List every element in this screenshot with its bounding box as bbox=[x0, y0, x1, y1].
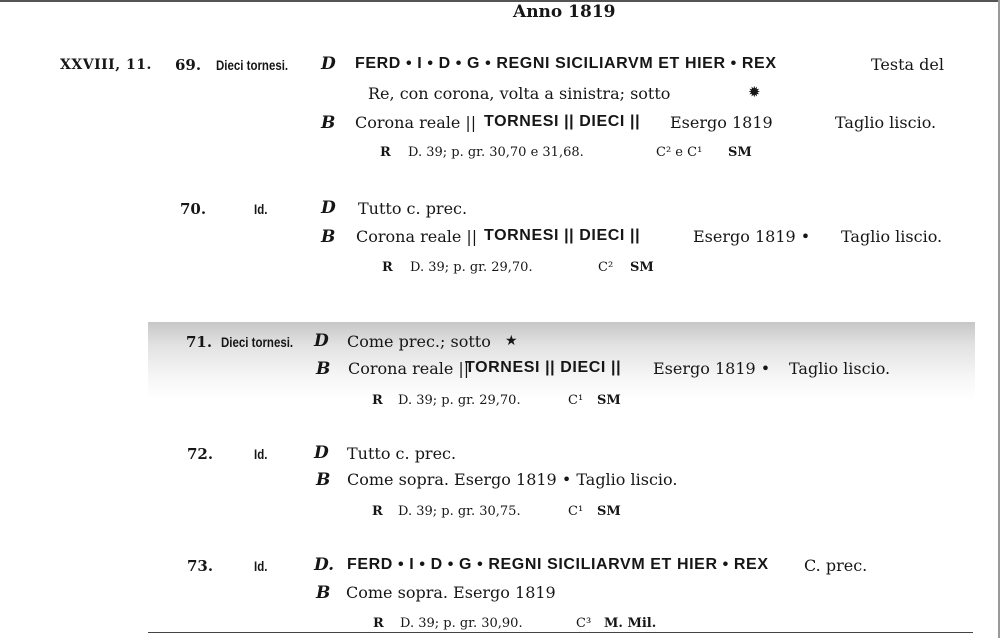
denomination: Id. bbox=[254, 558, 268, 574]
obverse-text: Tutto c. prec. bbox=[358, 199, 468, 218]
obverse-description: C. prec. bbox=[804, 556, 868, 575]
obverse-text: Tutto c. prec. bbox=[347, 444, 457, 463]
denomination: Dieci tornesi. bbox=[221, 334, 294, 350]
reverse-text: Corona reale || bbox=[356, 227, 478, 246]
reverse-symbol: B bbox=[321, 113, 336, 133]
exergue: Esergo 1819 • bbox=[653, 359, 771, 378]
entry-number: 73. bbox=[187, 557, 214, 575]
rarity: R bbox=[382, 260, 393, 275]
entry-number: 69. bbox=[175, 56, 202, 74]
obverse-text: Come prec.; sotto bbox=[347, 332, 491, 351]
top-rule bbox=[0, 0, 1000, 2]
entry-number: 70. bbox=[180, 200, 207, 218]
collection: SM bbox=[597, 393, 621, 408]
denomination: Dieci tornesi. bbox=[216, 57, 289, 73]
collection: SM bbox=[597, 504, 621, 519]
rarity: R bbox=[372, 393, 383, 408]
rarity: R bbox=[373, 616, 384, 631]
conservation: C¹ bbox=[568, 504, 584, 519]
reverse-symbol: B bbox=[316, 583, 331, 603]
conservation: C² bbox=[598, 260, 614, 275]
exergue: Esergo 1819 • bbox=[693, 227, 811, 246]
edge: Taglio liscio. bbox=[789, 359, 891, 378]
reverse-text: Corona reale || bbox=[355, 113, 477, 132]
star-mark: ★ bbox=[505, 333, 518, 349]
details: D. 39; p. gr. 30,75. bbox=[398, 504, 521, 519]
obverse-legend: FERD • I • D • G • REGNI SICILIARVM ET HIER • REX bbox=[355, 55, 777, 72]
collection: M. Mil. bbox=[604, 616, 657, 631]
conservation: C² e C¹ bbox=[656, 145, 703, 160]
obverse-symbol: D bbox=[321, 54, 336, 74]
denomination: Id. bbox=[254, 446, 268, 462]
details: D. 39; p. gr. 30,90. bbox=[400, 616, 523, 631]
obverse-description-line2: Re, con corona, volta a sinistra; sotto bbox=[368, 84, 671, 103]
obverse-symbol: D bbox=[314, 331, 329, 351]
entry-number: 72. bbox=[187, 445, 214, 463]
reverse-text: Come sopra. Esergo 1819 bbox=[346, 583, 556, 602]
rarity: R bbox=[372, 504, 383, 519]
obverse-legend: FERD • I • D • G • REGNI SICILIARVM ET HIER • REX bbox=[347, 556, 769, 573]
reverse-legend: TORNESI || DIECI || bbox=[484, 113, 641, 130]
reverse-text: Come sopra. Esergo 1819 • Taglio liscio. bbox=[347, 470, 678, 489]
reverse-text: Corona reale || bbox=[348, 359, 470, 378]
reverse-symbol: B bbox=[316, 359, 331, 379]
details: D. 39; p. gr. 29,70. bbox=[398, 393, 521, 408]
collection: SM bbox=[728, 145, 752, 160]
reverse-legend: TORNESI || DIECI || bbox=[465, 359, 622, 376]
collection: SM bbox=[630, 260, 654, 275]
details: D. 39; p. gr. 29,70. bbox=[410, 260, 533, 275]
edge: Taglio liscio. bbox=[835, 113, 937, 132]
obverse-symbol: D. bbox=[314, 555, 335, 575]
obverse-symbol: D bbox=[314, 443, 329, 463]
denomination: Id. bbox=[254, 201, 268, 217]
rarity: R bbox=[380, 145, 391, 160]
obverse-symbol: D bbox=[321, 198, 336, 218]
bottom-rule bbox=[148, 632, 973, 633]
obverse-description: Testa del bbox=[871, 55, 944, 74]
entry-number: 71. bbox=[186, 333, 213, 351]
reverse-symbol: B bbox=[321, 227, 336, 247]
conservation: C³ bbox=[576, 616, 592, 631]
reverse-legend: TORNESI || DIECI || bbox=[484, 227, 641, 244]
reverse-symbol: B bbox=[316, 470, 331, 490]
plate-reference: XXVIII, 11. bbox=[60, 57, 152, 73]
rosette-mark: ✹ bbox=[748, 83, 761, 101]
conservation: C¹ bbox=[568, 393, 584, 408]
details: D. 39; p. gr. 30,70 e 31,68. bbox=[408, 145, 584, 160]
edge: Taglio liscio. bbox=[841, 227, 943, 246]
page-title: Anno 1819 bbox=[513, 2, 616, 22]
exergue: Esergo 1819 bbox=[670, 113, 773, 132]
